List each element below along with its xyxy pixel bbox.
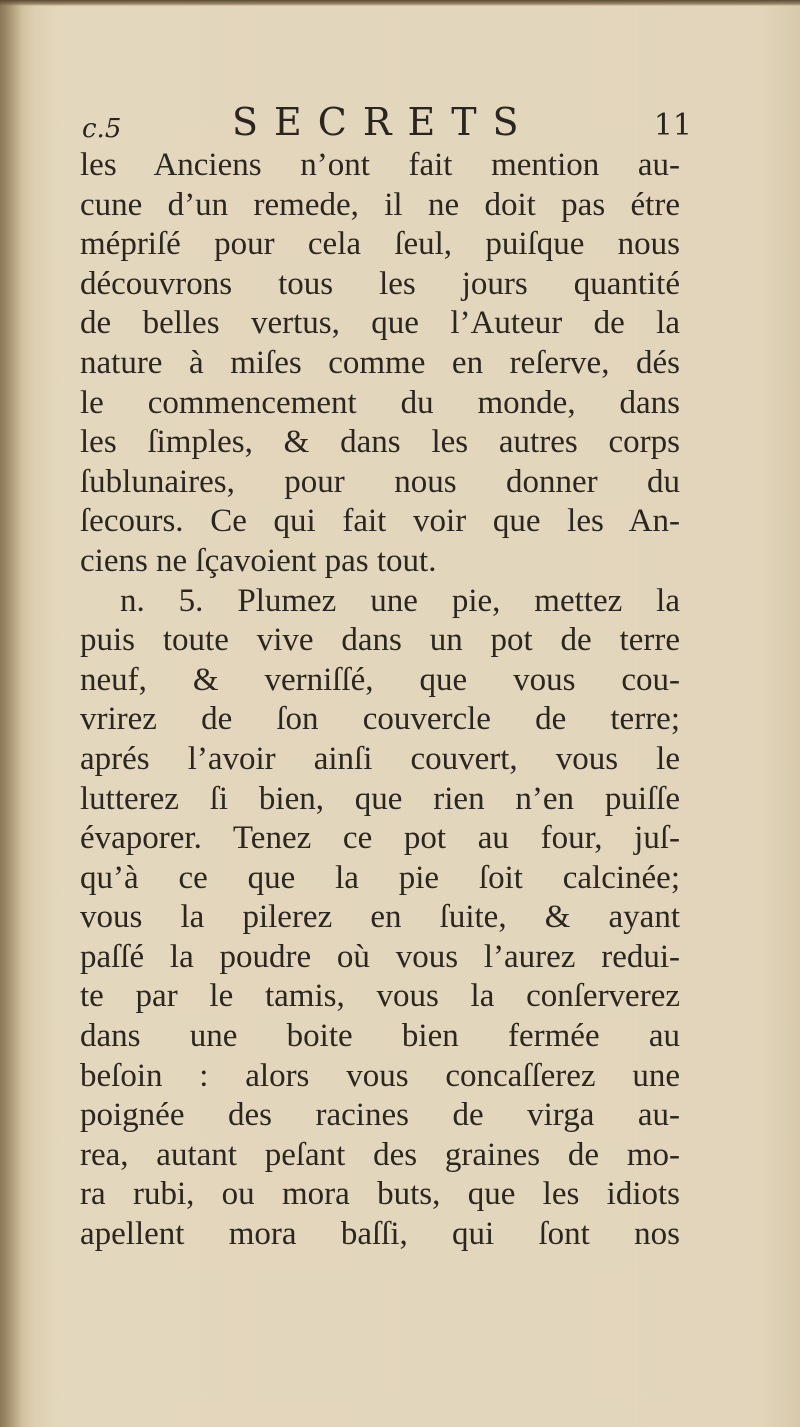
text-line: beſoin : alors vous concaſſerez une	[80, 1057, 680, 1094]
page-header	[82, 100, 692, 150]
text-line: n. 5. Plumez une pie, mettez la	[120, 582, 680, 619]
signature-mark: c.5	[82, 114, 122, 144]
text-line: évaporer. Tenez ce pot au four, juſ-	[80, 820, 680, 857]
text-line: poignée des racines de virga au-	[80, 1097, 680, 1134]
body-text	[80, 146, 680, 1255]
page-top-edge	[0, 0, 800, 6]
text-line: les Anciens n’ont fait mention au-	[80, 147, 680, 183]
text-line: vrirez de ſon couvercle de terre;	[80, 701, 680, 738]
text-line: paſſé la poudre où vous l’aurez redui-	[80, 938, 680, 975]
text-line: cune d’un remede, il ne doit pas étre	[80, 186, 680, 223]
text-line: rea, autant peſant des graines de mo-	[80, 1136, 680, 1173]
text-line: lutterez ſi bien, que rien n’en puiſſe	[80, 780, 680, 817]
text-line: nature à miſes comme en reſerve, dés	[80, 344, 680, 381]
spine-shadow	[0, 0, 22, 1427]
text-line: dans une boite bien fermée au	[80, 1018, 680, 1055]
text-line: neuf, & verniſſé, que vous cou-	[80, 661, 680, 698]
text-line: te par le tamis, vous la conſerverez	[80, 978, 680, 1015]
text-line: aprés l’avoir ainſi couvert, vous le	[80, 740, 680, 777]
running-title: SECRETS	[232, 100, 535, 144]
page-number: 11	[653, 108, 692, 143]
text-line: mépriſé pour cela ſeul, puiſque nous	[80, 226, 680, 263]
text-line: le commencement du monde, dans	[80, 384, 680, 421]
text-line: ſecours. Ce qui fait voir que les An-	[80, 503, 680, 540]
text-line: les ſimples, & dans les autres corps	[80, 424, 680, 461]
text-line: puis toute vive dans un pot de terre	[80, 622, 680, 659]
text-line: ſublunaires, pour nous donner du	[80, 463, 680, 500]
text-line: de belles vertus, que l’Auteur de la	[80, 305, 680, 342]
text-line: ra rubi, ou mora buts, que les idiots	[80, 1176, 680, 1213]
text-line: qu’à ce que la pie ſoit calcinée;	[80, 859, 680, 896]
text-line: apellent mora baſſi, qui ſont nos	[80, 1216, 680, 1253]
text-line: ciens ne ſçavoient pas tout.	[80, 542, 437, 579]
text-line: découvrons tous les jours quantité	[80, 265, 680, 302]
text-line: vous la pilerez en ſuite, & ayant	[80, 899, 680, 936]
